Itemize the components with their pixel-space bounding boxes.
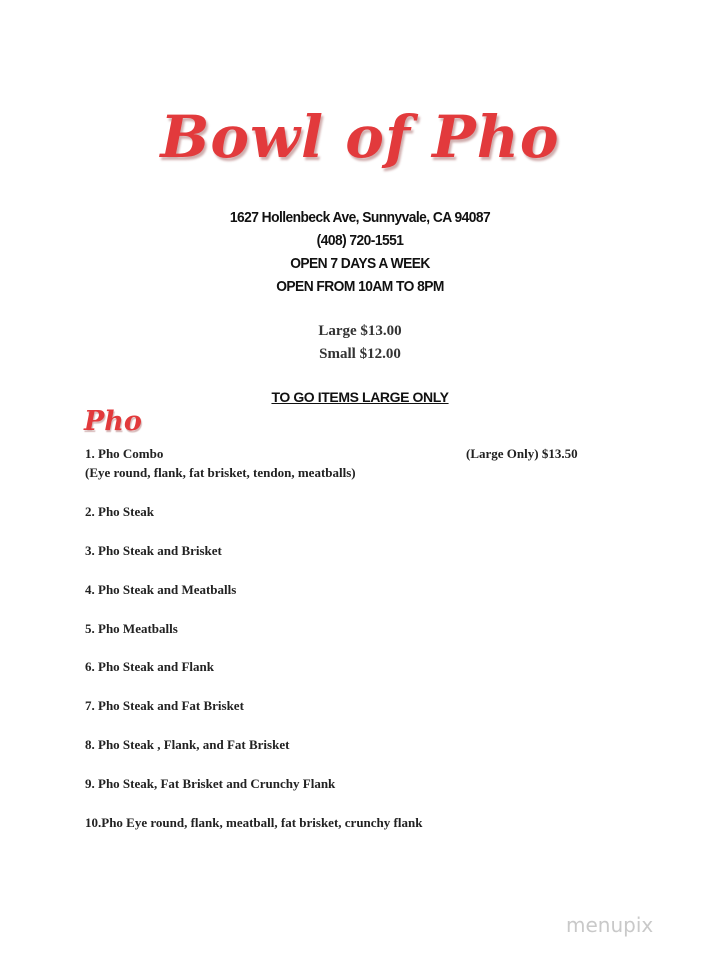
- to-go-notice: TO GO ITEMS LARGE ONLY: [271, 389, 449, 405]
- menu-item: 10.Pho Eye round, flank, meatball, fat brisket, crunchy flank: [85, 815, 423, 830]
- open-hours: OPEN FROM 10AM TO 8PM: [276, 278, 444, 295]
- combo-description: (Eye round, flank, fat brisket, tendon, meatballs): [85, 465, 356, 480]
- watermark-text: menupix: [566, 913, 654, 937]
- section-title-pho: Pho: [84, 406, 142, 437]
- menu-item: 2. Pho Steak: [85, 504, 154, 519]
- address: 1627 Hollenbeck Ave, Sunnyvale, CA 94087: [229, 209, 491, 226]
- menu-item: 8. Pho Steak , Flank, and Fat Brisket: [85, 737, 290, 752]
- menu-item: 6. Pho Steak and Flank: [85, 659, 214, 674]
- small-price: Small $12.00: [319, 346, 401, 362]
- large-price: Large $13.00: [318, 323, 402, 339]
- size-prices: [0, 320, 720, 366]
- menu-item: 5. Pho Meatballs: [85, 621, 178, 636]
- restaurant-logo: Bowl of Pho: [160, 103, 560, 171]
- phone-number: (408) 720-1551: [316, 232, 404, 249]
- watermark: [560, 903, 715, 949]
- combo-price: (Large Only) $13.50: [466, 446, 578, 461]
- restaurant-info: [29, 206, 691, 298]
- menu-item: 4. Pho Steak and Meatballs: [85, 582, 237, 597]
- menu-item: 9. Pho Steak, Fat Brisket and Crunchy Flank: [85, 776, 336, 791]
- menu-item: 7. Pho Steak and Fat Brisket: [85, 698, 244, 713]
- menu-item: 3. Pho Steak and Brisket: [85, 543, 222, 558]
- menu-item: 1. Pho Combo: [85, 446, 164, 461]
- open-days: OPEN 7 DAYS A WEEK: [290, 255, 430, 272]
